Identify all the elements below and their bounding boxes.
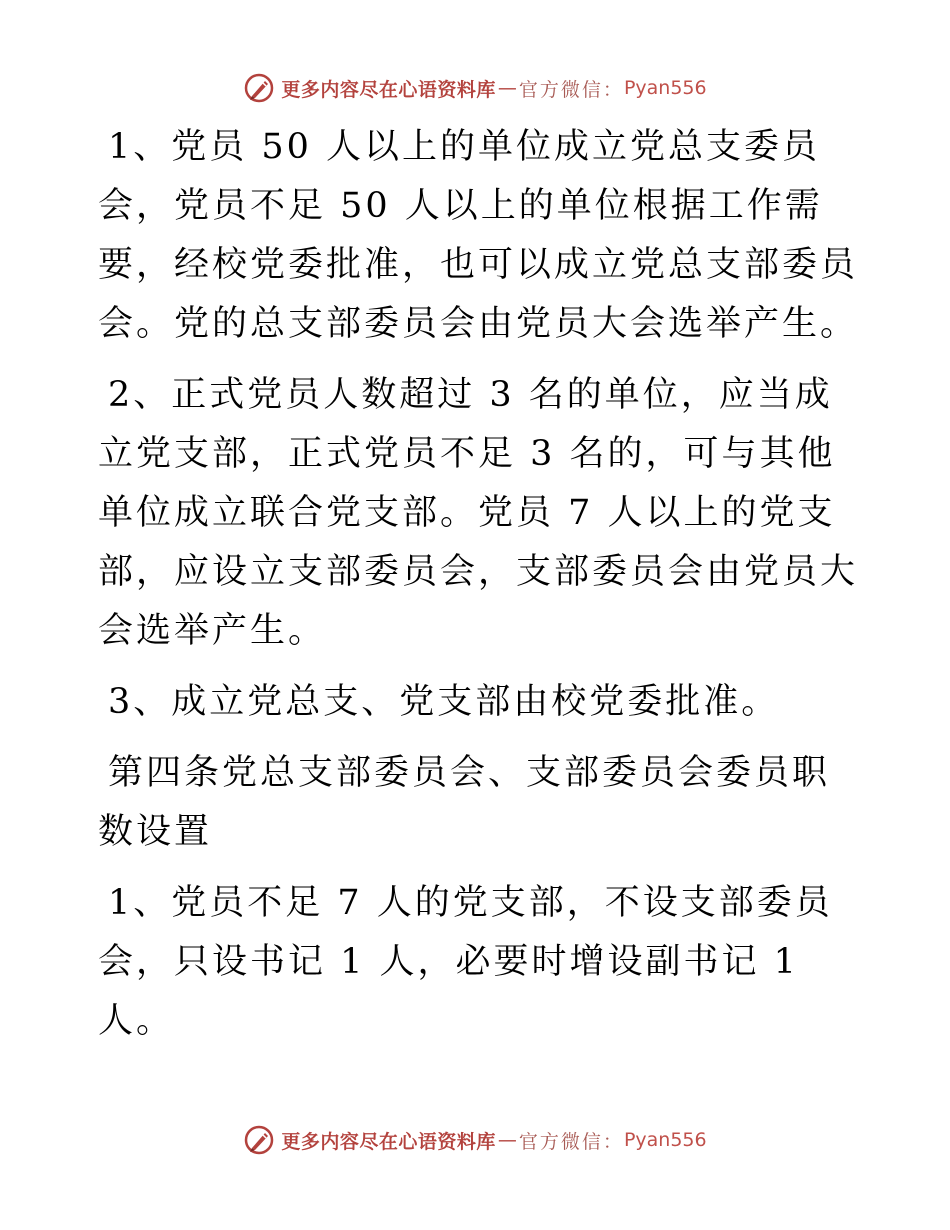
paragraph-3 bbox=[98, 673, 858, 732]
watermark-official-label: 官方微信： bbox=[518, 1130, 624, 1153]
watermark-wechat-id: Pyan556 bbox=[623, 1129, 707, 1151]
paragraph-2-text: 2、正式党员人数超过 3 名的单位，应当成立党支部，正式党员不足 3 名的，可与其他单位成立联合党支部。党员 7 人以上的党支部，应设立支部委员会，支部委员会由党员大会选举产生。 bbox=[98, 375, 859, 651]
paragraph-1-text: 1、党员 50 人以上的单位成立党总支委员会，党员不足 50 人以上的单位根据工作需要，经校党委批准，也可以成立党总支部委员会。党的总支部委员会由党员大会选举产生。 bbox=[98, 127, 859, 344]
watermark-wechat-id: Pyan556 bbox=[623, 77, 707, 99]
watermark-official-label: 官方微信： bbox=[518, 78, 624, 101]
paragraph-3-text: 3、成立党总支、党支部由校党委批准。 bbox=[108, 682, 780, 722]
paragraph-2 bbox=[98, 366, 858, 661]
paragraph-4 bbox=[98, 874, 858, 1051]
pen-logo-icon bbox=[243, 72, 275, 104]
section-heading bbox=[98, 744, 858, 862]
pen-logo-icon bbox=[243, 1124, 275, 1156]
watermark-dash: — bbox=[497, 77, 517, 99]
footer-watermark bbox=[0, 1122, 950, 1158]
paragraph-4-text: 1、党员不足 7 人的党支部，不设支部委员会，只设书记 1 人，必要时增设副书记 1 人。 bbox=[98, 883, 833, 1041]
watermark-text: 更多内容尽在心语资料库 bbox=[281, 1130, 496, 1153]
section-heading-text: 第四条党总支部委员会、支部委员会委员职数设置 bbox=[98, 753, 831, 852]
paragraph-1 bbox=[98, 118, 858, 354]
watermark-text: 更多内容尽在心语资料库 bbox=[281, 78, 496, 101]
watermark-dash: — bbox=[497, 1129, 517, 1151]
header-watermark bbox=[0, 70, 950, 106]
document-body bbox=[98, 118, 858, 1063]
